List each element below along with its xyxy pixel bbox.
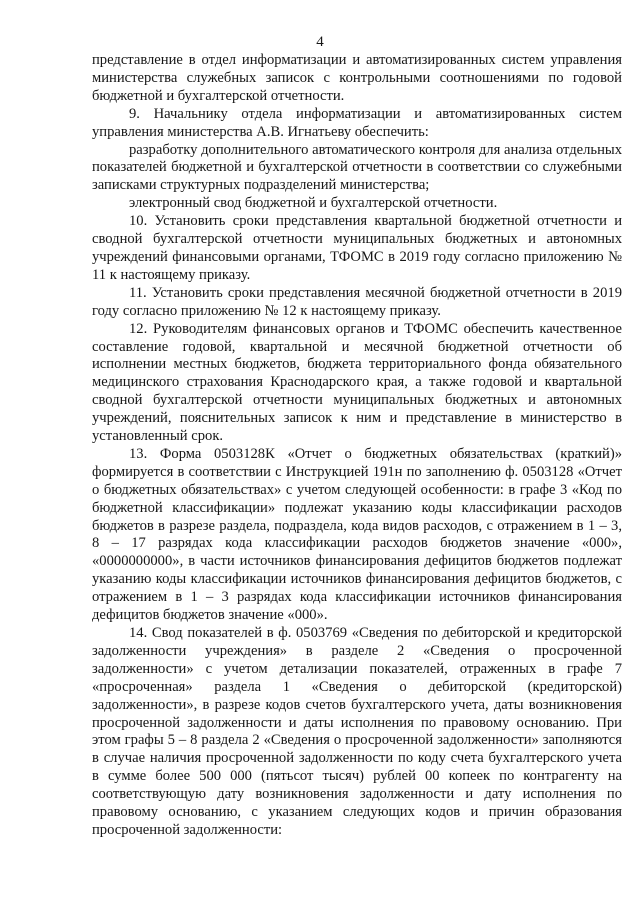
paragraph-item-13: 13. Форма 0503128К «Отчет о бюджетных обязательствах (краткий)» формируется в соответствии с Инструкцией 191н по заполнению ф. 0503128 «Отчет о бюджетных обязательствах» с учетом следующей особенности: в графе 3 «Код по бюджетной классификации» подлежат указанию коды классификации расходов бюджетов в разрезе раздела, подраздела, кода видов расходов, с отражением в 1 – 3, 8 – 17 разрядах кода классификации расходов бюджетов значение «000», «0000000000», в части источников финансирования дефицитов бюджетов подлежат указанию коды классификации источников финансирования дефицитов бюджетов, с отражением в 1 – 3 разрядах кода классификации источников финансирования дефицитов бюджетов значение «000». xyxy=(92,445,622,624)
paragraph-item-12: 12. Руководителям финансовых органов и ТФОМС обеспечить качественное составление годовой, квартальной и месячной бюджетной отчетности об исполнении местных бюджетов, бюджета территориального фонда обязательного медицинского страхования Краснодарского края, а также годовой и квартальной сводной бухгалтерской отчетности муниципальных бюджетных и автономных учреждений, пояснительных записок к ним и представление в министерство в установленный срок. xyxy=(92,320,622,445)
paragraph-continuation: представление в отдел информатизации и автоматизированных систем управления министерства служебных записок с контрольными соотношениями по годовой бюджетной и бухгалтерской отчетности. xyxy=(92,52,622,104)
paragraph-item-10: 10. Установить сроки представления квартальной бюджетной отчетности и сводной бухгалтерской отчетности муниципальных бюджетных и автономных учреждений финансовыми органами, ТФОМС в 2019 году согласно приложению № 11 к настоящему приказу. xyxy=(92,213,622,283)
paragraph-item-14: 14. Свод показателей в ф. 0503769 «Сведения по дебиторской и кредиторской задолженности учреждения» в разделе 2 «Сведения о просроченной задолженности» с учетом детализации показателей, отраженных в графе 7 «просроченная» раздела 1 «Сведения о дебиторской (кредиторской) задолженности», в разрезе кодов счетов бухгалтерского учета, даты возникновения просроченной задолженности и даты исполнения по правовому основанию. При этом графы 5 – 8 раздела 2 «Сведения о просроченной задолженности» заполняются в случае наличия просроченной задолженности по коду счета бухгалтерского учета в сумме более 500 000 (пятьсот тысяч) рублей 00 копеек по контрагенту на соответствующую дату возникновения задолженности и дату исполнения по правовому основанию, с указанием следующих кодов и причин образования просроченной задолженности: xyxy=(92,625,622,838)
paragraph-item-11: 11. Установить сроки представления месячной бюджетной отчетности в 2019 году согласно приложению № 12 к настоящему приказу. xyxy=(92,284,622,319)
paragraph-item-9: 9. Начальнику отдела информатизации и автоматизированных систем управления министерства А.В. Игнатьеву обеспечить: xyxy=(92,105,622,140)
page-number: 4 xyxy=(316,34,324,50)
document-body xyxy=(92,52,622,840)
paragraph-item-9-sub-2: электронный свод бюджетной и бухгалтерской отчетности. xyxy=(129,195,498,212)
paragraph-item-9-sub-1: разработку дополнительного автоматического контроля для анализа отдельных показателей бюджетной и бухгалтерской отчетности в соответствии со служебными записками структурных подразделений министерства; xyxy=(92,141,622,194)
